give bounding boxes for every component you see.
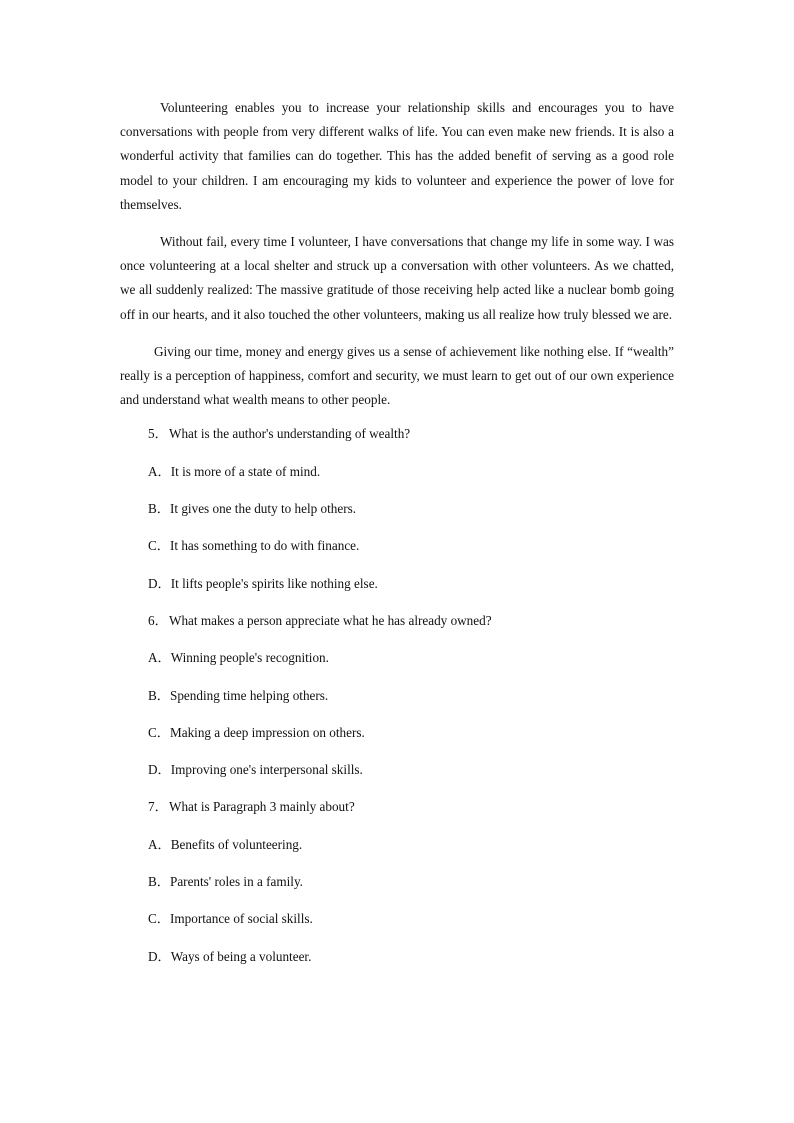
option-text: Benefits of volunteering.: [170, 836, 303, 852]
option-label: A．: [148, 463, 171, 479]
option-text: Making a deep impression on others.: [169, 724, 365, 740]
option-text: Importance of social skills.: [169, 911, 313, 927]
paragraph-2: Without fail, every time I volunteer, I have conversations that change my life in some way. I was once volunteering at a local shelter and struck up a conversation with other volunteers. As we chatted, we all suddenly realized: The massive gratitude of those receiving help acted like a nuclear bomb going off in our hearts, and it also touched the other volunteers, making us all realize how truly blessed we are.: [120, 234, 674, 322]
question-7: [148, 798, 674, 835]
paragraph-3: Giving our time, money and energy gives us a sense of achievement like nothing else. If “wealth” really is a perception of happiness, comfort and security, we must learn to get out of our own experience and understand what wealth means to other people.: [120, 343, 674, 408]
option-label: C．: [148, 911, 170, 927]
question-text: What is Paragraph 3 mainly about?: [169, 799, 355, 815]
option-text: Winning people's recognition.: [170, 650, 329, 666]
option-6a: [148, 649, 674, 686]
question-text: What makes a person appreciate what he has already owned?: [169, 612, 492, 628]
option-text: Parents' roles in a family.: [169, 874, 303, 889]
option-label: D．: [148, 762, 171, 778]
option-text: It gives one the duty to help others.: [169, 501, 357, 517]
option-label: A．: [148, 836, 171, 852]
option-label: A．: [148, 650, 171, 666]
option-label: B．: [148, 687, 170, 703]
option-label: D．: [148, 948, 171, 964]
option-text: It lifts people's spirits like nothing else.: [170, 575, 378, 591]
option-5a: [148, 463, 674, 500]
option-7d: [148, 948, 674, 985]
questions-section: [148, 425, 674, 984]
paragraph-1: Volunteering enables you to increase your relationship skills and encourages you to have conversations with people from very different walks of life. You can even make new friends. It is also a wonderful activity that families can do together. This has the added benefit of serving as a good role model to your children. I am encouraging my kids to volunteer and experience the power of love for themselves.: [120, 100, 674, 212]
question-text: What is the author's understanding of wealth?: [169, 426, 411, 442]
option-label: C．: [148, 538, 170, 554]
option-text: Ways of being a volunteer.: [170, 948, 312, 964]
option-6d: [148, 761, 674, 798]
option-text: Spending time helping others.: [169, 687, 329, 703]
option-text: Improving one's interpersonal skills.: [170, 762, 363, 778]
option-6c: [148, 724, 674, 761]
option-label: B．: [148, 501, 170, 517]
option-label: B．: [148, 874, 170, 889]
question-6: [148, 612, 674, 649]
option-7b: [148, 873, 674, 910]
option-label: D．: [148, 575, 171, 591]
option-label: C．: [148, 724, 170, 740]
option-7a: [148, 836, 674, 873]
option-7c: [148, 910, 674, 947]
question-number: 6．: [148, 612, 168, 628]
question-number: 7．: [148, 799, 168, 815]
option-5b: [148, 500, 674, 537]
option-text: It has something to do with finance.: [169, 538, 360, 554]
question-number: 5．: [148, 426, 168, 442]
question-5: [148, 425, 674, 462]
option-5d: [148, 575, 674, 612]
document-page: [120, 96, 674, 985]
option-5c: [148, 537, 674, 574]
option-text: It is more of a state of mind.: [170, 463, 321, 479]
option-6b: [148, 687, 674, 724]
